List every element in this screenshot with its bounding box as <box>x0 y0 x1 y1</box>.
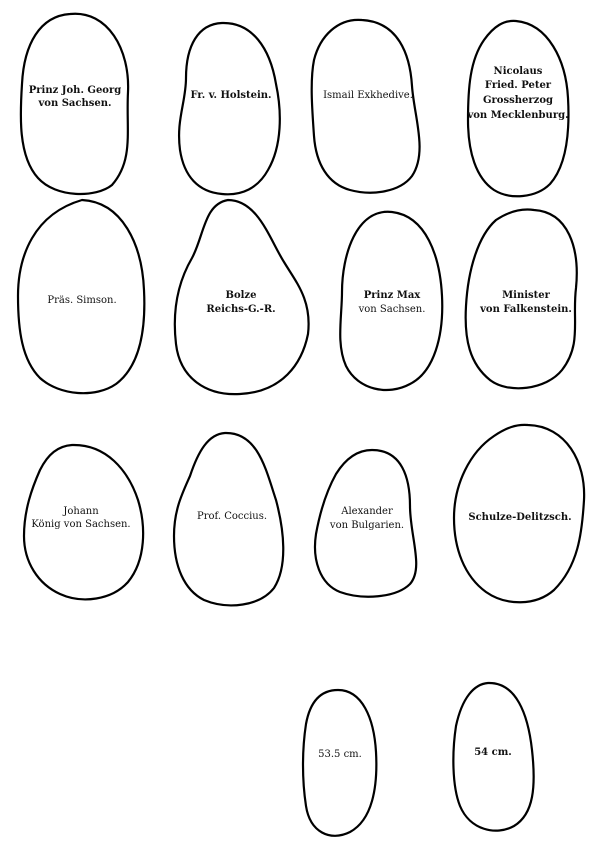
label-prinz-joh-georg-1: Prinz Joh. Georg <box>28 85 122 96</box>
label-johann-2: König von Sachsen. <box>31 519 131 530</box>
outline-johann-koenig <box>24 445 143 599</box>
label-prof-coccius: Prof. Coccius. <box>196 511 268 522</box>
label-nicolaus-4: von Mecklenburg. <box>467 110 569 121</box>
outline-minister-falkenstein <box>466 209 577 388</box>
label-prinz-max-1: Prinz Max <box>363 290 421 301</box>
outline-nicolaus-friedrich <box>466 21 568 196</box>
outline-bolze <box>175 200 309 394</box>
outline-ismail-exkhedive <box>312 20 420 193</box>
outline-alexander-bulgarien <box>315 450 416 597</box>
outline-54 <box>453 683 533 831</box>
outline-praes-simson <box>18 200 144 393</box>
label-54-cm: 54 cm. <box>474 747 512 758</box>
outline-53-5 <box>303 690 376 836</box>
label-praes-simson: Präs. Simson. <box>47 295 117 306</box>
outline-fr-v-holstein <box>179 23 280 194</box>
label-minister-falkenstein-1: Minister <box>502 290 550 301</box>
label-nicolaus-3: Grossherzog <box>483 95 553 106</box>
outline-prinz-max <box>340 212 442 390</box>
outline-prof-coccius <box>174 433 283 605</box>
outline-prinz-joh-georg <box>21 14 128 194</box>
label-fr-v-holstein: Fr. v. Holstein. <box>190 90 272 101</box>
label-ismail-exkhedive: Ismail Exkhedive. <box>323 90 413 101</box>
label-alexander-2: von Bulgarien. <box>329 520 405 531</box>
label-schulze-delitzsch: Schulze-Delitzsch. <box>468 512 572 523</box>
label-nicolaus-2: Fried. Peter <box>484 80 552 91</box>
label-minister-falkenstein-2: von Falkenstein. <box>480 304 572 315</box>
label-53-5-cm: 53.5 cm. <box>318 749 362 760</box>
label-prinz-max-2: von Sachsen. <box>358 304 426 315</box>
label-alexander-1: Alexander <box>341 506 393 517</box>
label-johann-1: Johann <box>63 506 99 517</box>
label-bolze-1: Bolze <box>225 290 257 301</box>
label-prinz-joh-georg-2: von Sachsen. <box>38 98 112 109</box>
label-nicolaus-1: Nicolaus <box>493 66 543 77</box>
label-bolze-2: Reichs-G.-R. <box>206 304 276 315</box>
outline-schulze-delitzsch <box>454 425 584 602</box>
